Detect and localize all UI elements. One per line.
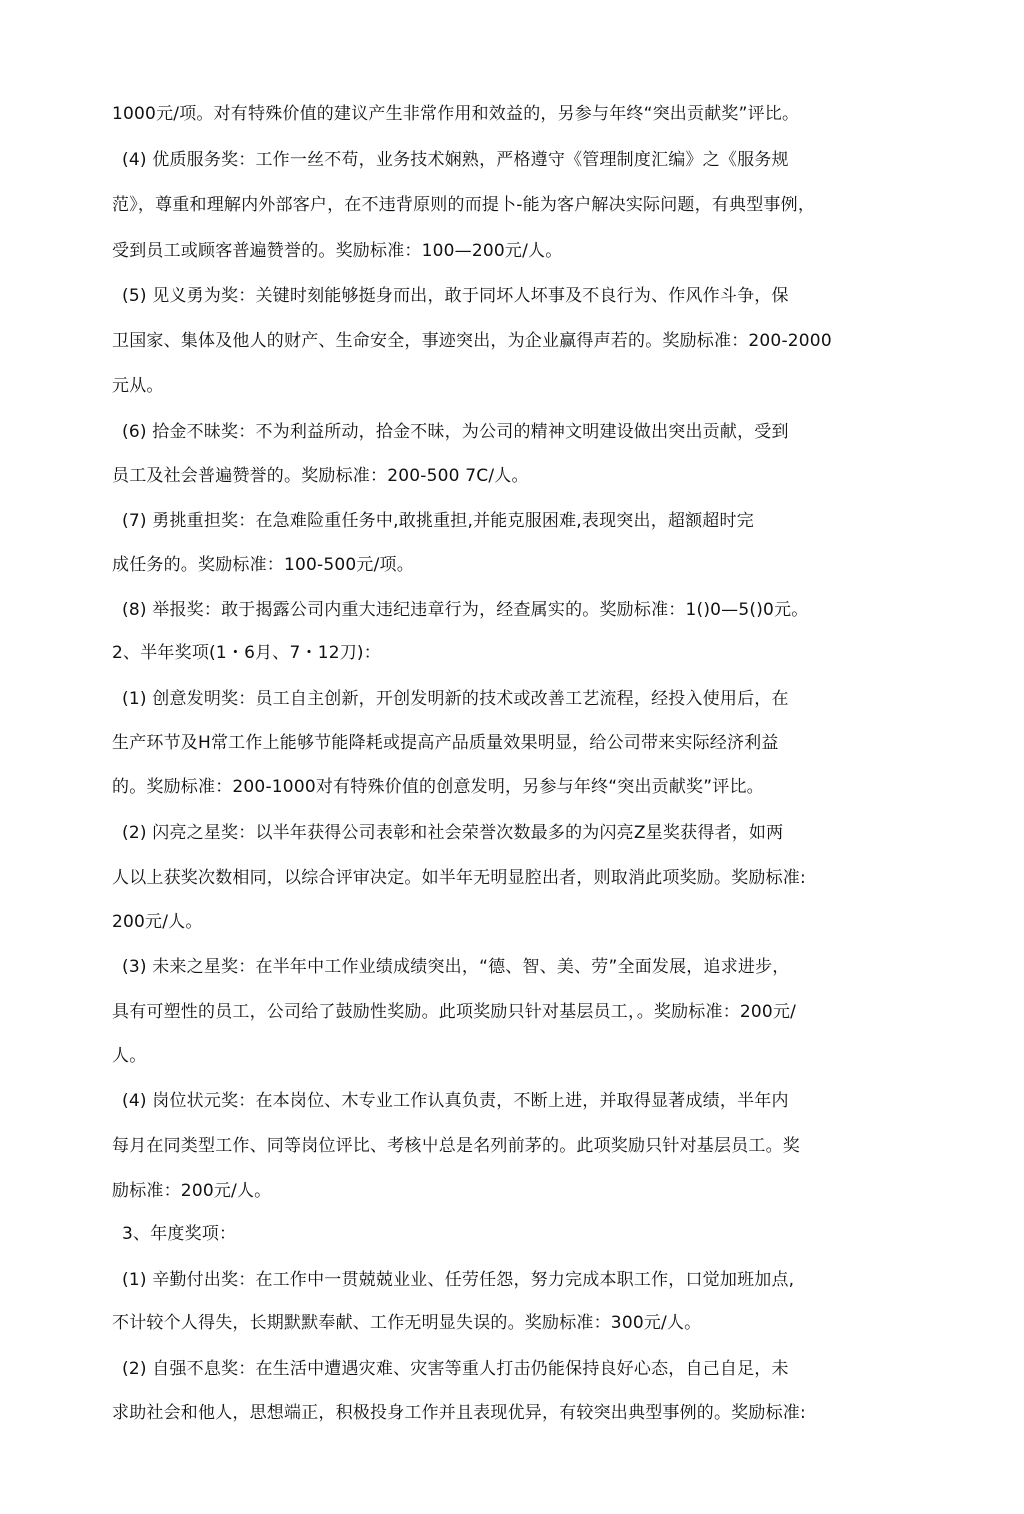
text-line-8: (6) 拾金不昧奖：不为利益所动，拾金不昧，为公司的精神文明建设做出突出贡献，受到: [122, 422, 789, 442]
text-line-2: (4) 优质服务奖：工作一丝不苟，业务技术娴熟，严格遵守《管理制度汇编》之《服务规: [122, 150, 789, 170]
text-line-22: 人。: [112, 1046, 147, 1066]
text-line-14: (1) 创意发明奖：员工自主创新，开创发明新的技术或改善工艺流程，经投入使用后，在: [122, 689, 789, 709]
text-line-23: (4) 岗位状元奖：在本岗位、木专业工作认真负责，不断上进，并取得显著成绩，半年内: [122, 1091, 789, 1111]
text-line-29: (2) 自强不息奖：在生活中遭遇灾难、灾害等重人打击仍能保持良好心态，自己自足，未: [122, 1359, 789, 1379]
text-line-9: 员工及社会普遍赞誉的。奖励标准：200-500 7C/人。: [112, 466, 529, 486]
text-line-7: 元从。: [112, 376, 164, 396]
text-line-5: (5) 见义勇为奖：关键时刻能够挺身而出，敢于同坏人坏事及不良行为、作风作斗争，保: [122, 286, 789, 306]
text-line-17: (2) 闪亮之星奖：以半年获得公司表彰和社会荣誉次数最多的为闪亮Z星奖获得者，如两: [122, 823, 784, 843]
text-line-3: 范》，尊重和理解内外部客户，在不违背原则的而提卜-能为客户解决实际问题，有典型事例，: [112, 195, 816, 215]
text-line-25: 励标准：200元/人。: [112, 1181, 272, 1201]
text-line-11: 成任务的。奖励标准：100-500元/项。: [112, 555, 414, 575]
text-line-27: (1) 辛勤付出奖：在工作中一贯兢兢业业、任劳任怨，努力完成本职工作，口觉加班加点,: [122, 1270, 795, 1290]
text-line-16: 的。奖励标准：200-1000对有特殊价值的创意发明，另参与年终“突出贡献奖”评比。: [112, 777, 764, 797]
text-line-12: (8) 举报奖：敢于揭露公司内重大违纪违章行为，经查属实的。奖励标准：1()0—5()0元。: [122, 600, 809, 620]
text-line-6: 卫国家、集体及他人的财产、生命安全，事迹突出，为企业赢得声若的。奖励标准：200-2000: [112, 331, 832, 351]
text-line-13: 2、半年奖项(1・6月、7・12刀)：: [112, 643, 381, 663]
text-line-30: 求助社会和他人，思想端正，积极投身工作并且表现优异，有较突出典型事例的。奖励标准:: [112, 1403, 806, 1423]
text-line-26: 3、年度奖项：: [122, 1224, 237, 1244]
text-line-28: 不计较个人得失，长期默默奉献、工作无明显失误的。奖励标准：300元/人。: [112, 1313, 702, 1333]
text-line-21: 具有可塑性的员工，公司给了鼓励性奖励。此项奖励只针对基层员工，。奖励标准：200元/: [112, 1002, 797, 1022]
text-line-10: (7) 勇挑重担奖：在急难险重任务中,敢挑重担,并能克服困难,表现突出，超额超时完: [122, 511, 754, 531]
text-line-18: 人以上获奖次数相同，以综合评审决定。如半年无明显腔出者，则取消此项奖励。奖励标准:: [112, 868, 806, 888]
text-line-24: 每月在同类型工作、同等岗位评比、考核屮总是名列前茅的。此项奖励只针对基层员工。奖: [112, 1136, 800, 1156]
text-line-1: 1000元/项。对有特殊价值的建议产生非常作用和效益的，另参与年终“突出贡献奖”评比。: [112, 104, 800, 124]
text-line-19: 200元/人。: [112, 912, 203, 932]
text-line-15: 生产环节及H常工作上能够节能降耗或提高产品质量效果明显，给公司带来实际经济利益: [112, 733, 779, 753]
text-line-4: 受到员工或顾客普遍赞誉的。奖励标准：100—200元/人。: [112, 241, 563, 261]
text-line-20: (3) 未来之星奖：在半年中工作业绩成绩突出，“德、智、美、劳”全面发展，追求进步，: [122, 957, 790, 977]
